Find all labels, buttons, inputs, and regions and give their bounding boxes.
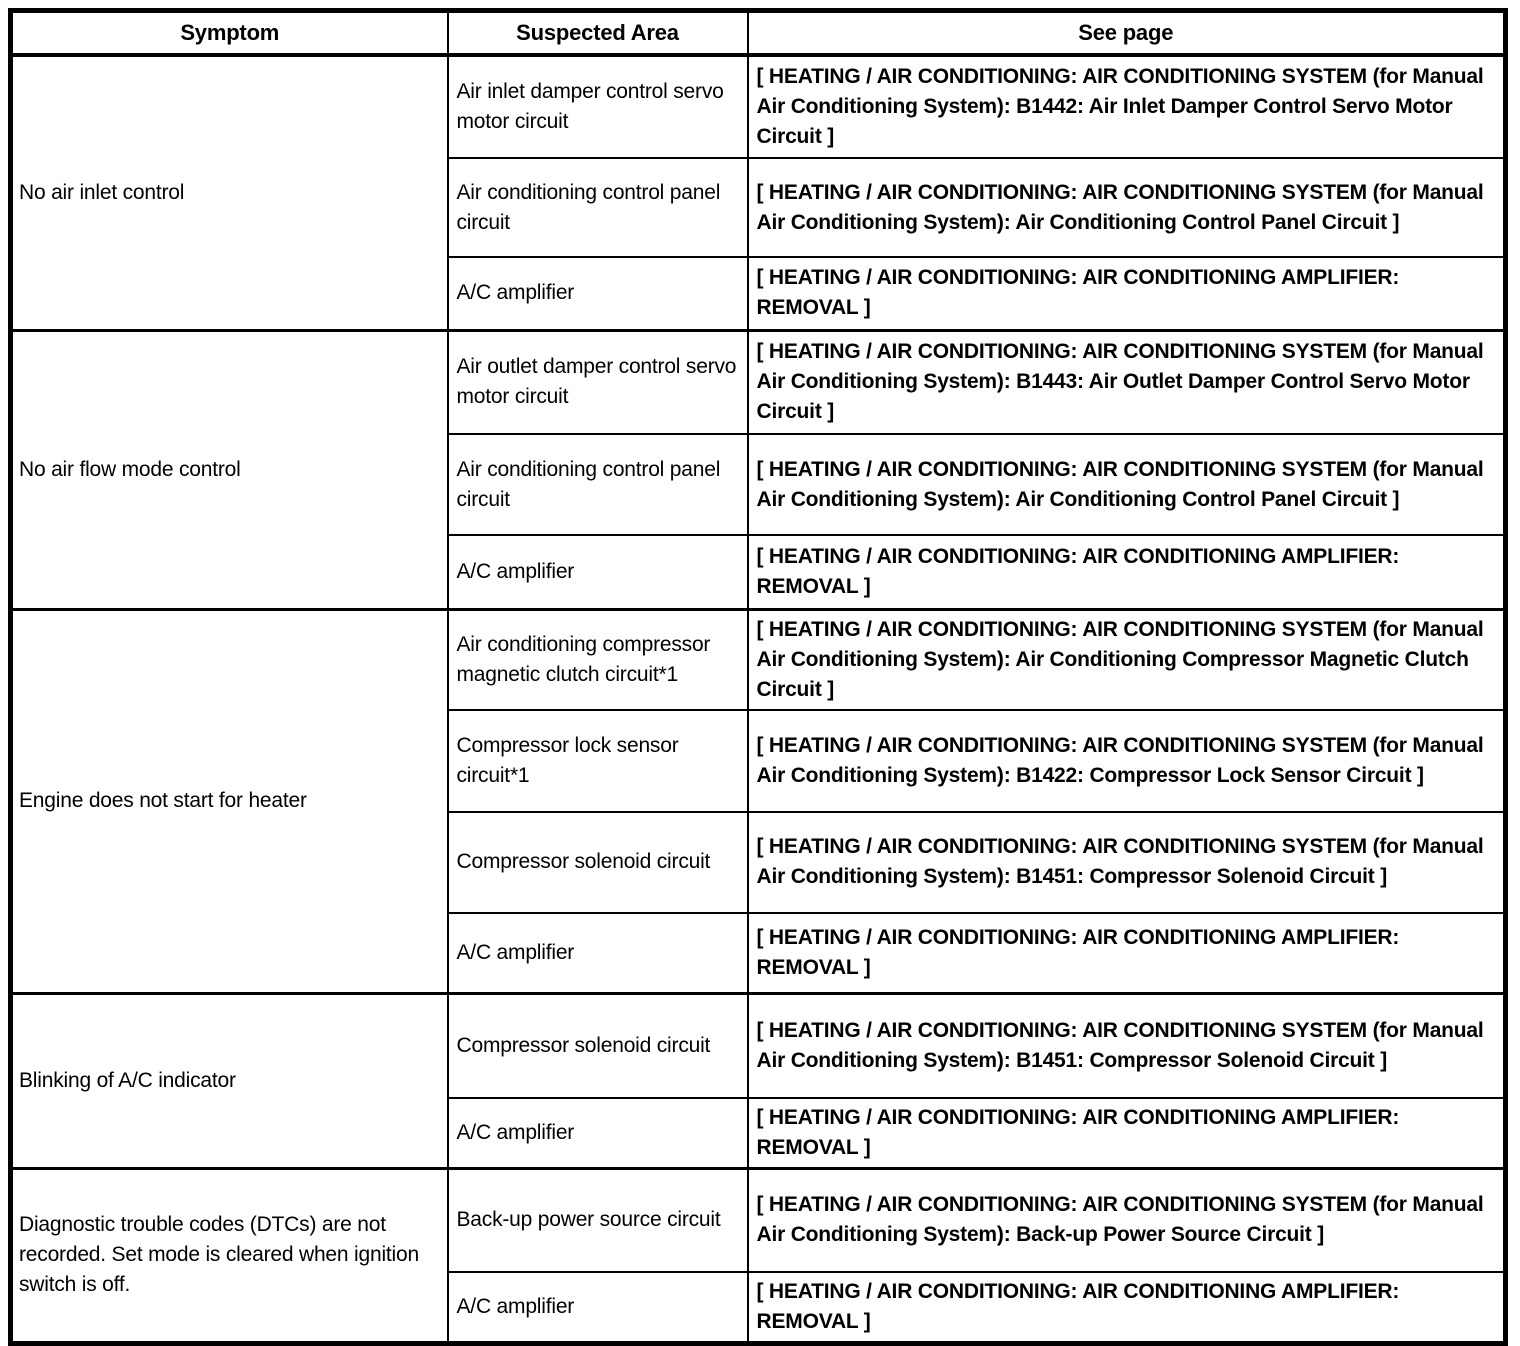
suspected-area-cell: Air conditioning control panel circuit (448, 158, 748, 257)
suspected-area-cell: Air conditioning control panel circuit (448, 434, 748, 535)
see-page-reference[interactable]: [ HEATING / AIR CONDITIONING: AIR CONDITIONING SYSTEM (for Manual Air Conditioning System): B1422: Compressor Lock Sensor Circuit ] (748, 710, 1506, 812)
suspected-area-cell: Compressor solenoid circuit (448, 994, 748, 1098)
suspected-area-cell: Back-up power source circuit (448, 1168, 748, 1272)
suspected-area-cell: A/C amplifier (448, 1272, 748, 1344)
see-page-reference[interactable]: [ HEATING / AIR CONDITIONING: AIR CONDITIONING SYSTEM (for Manual Air Conditioning System): Air Conditioning Control Panel Circuit ] (748, 434, 1506, 535)
see-page-reference[interactable]: [ HEATING / AIR CONDITIONING: AIR CONDITIONING AMPLIFIER: REMOVAL ] (748, 535, 1506, 609)
suspected-area-cell: A/C amplifier (448, 1098, 748, 1169)
suspected-area-cell: A/C amplifier (448, 535, 748, 609)
see-page-reference[interactable]: [ HEATING / AIR CONDITIONING: AIR CONDITIONING AMPLIFIER: REMOVAL ] (748, 257, 1506, 330)
suspected-area-cell: Compressor lock sensor circuit*1 (448, 710, 748, 812)
column-header-suspected-area: Suspected Area (448, 11, 748, 56)
see-page-reference[interactable]: [ HEATING / AIR CONDITIONING: AIR CONDITIONING AMPLIFIER: REMOVAL ] (748, 913, 1506, 994)
suspected-area-cell: Air inlet damper control servo motor circuit (448, 55, 748, 158)
symptom-cell: No air flow mode control (11, 330, 448, 609)
symptom-cell: No air inlet control (11, 55, 448, 330)
column-header-see-page: See page (748, 11, 1506, 56)
see-page-reference[interactable]: [ HEATING / AIR CONDITIONING: AIR CONDITIONING SYSTEM (for Manual Air Conditioning System): Air Conditioning Control Panel Circuit ] (748, 158, 1506, 257)
see-page-reference[interactable]: [ HEATING / AIR CONDITIONING: AIR CONDITIONING SYSTEM (for Manual Air Conditioning System): Air Conditioning Compressor Magnetic Clutch Circuit ] (748, 609, 1506, 710)
see-page-reference[interactable]: [ HEATING / AIR CONDITIONING: AIR CONDITIONING AMPLIFIER: REMOVAL ] (748, 1272, 1506, 1344)
symptom-cell: Diagnostic trouble codes (DTCs) are not recorded. Set mode is cleared when ignition switch is off. (11, 1168, 448, 1344)
symptom-diagnosis-table (8, 8, 1508, 1346)
table-row (11, 330, 1506, 434)
see-page-reference[interactable]: [ HEATING / AIR CONDITIONING: AIR CONDITIONING SYSTEM (for Manual Air Conditioning System): B1451: Compressor Solenoid Circuit ] (748, 812, 1506, 913)
symptom-cell: Engine does not start for heater (11, 609, 448, 994)
table-row (11, 994, 1506, 1098)
suspected-area-cell: Compressor solenoid circuit (448, 812, 748, 913)
suspected-area-cell: A/C amplifier (448, 913, 748, 994)
see-page-reference[interactable]: [ HEATING / AIR CONDITIONING: AIR CONDITIONING SYSTEM (for Manual Air Conditioning System): Back-up Power Source Circuit ] (748, 1168, 1506, 1272)
see-page-reference[interactable]: [ HEATING / AIR CONDITIONING: AIR CONDITIONING SYSTEM (for Manual Air Conditioning System): B1451: Compressor Solenoid Circuit ] (748, 994, 1506, 1098)
see-page-reference[interactable]: [ HEATING / AIR CONDITIONING: AIR CONDITIONING SYSTEM (for Manual Air Conditioning System): B1442: Air Inlet Damper Control Servo Motor Circuit ] (748, 55, 1506, 158)
symptom-cell: Blinking of A/C indicator (11, 994, 448, 1169)
see-page-reference[interactable]: [ HEATING / AIR CONDITIONING: AIR CONDITIONING AMPLIFIER: REMOVAL ] (748, 1098, 1506, 1169)
table-row (11, 55, 1506, 158)
table-header-row (11, 11, 1506, 56)
suspected-area-cell: A/C amplifier (448, 257, 748, 330)
suspected-area-cell: Air outlet damper control servo motor circuit (448, 330, 748, 434)
table-row (11, 609, 1506, 710)
see-page-reference[interactable]: [ HEATING / AIR CONDITIONING: AIR CONDITIONING SYSTEM (for Manual Air Conditioning System): B1443: Air Outlet Damper Control Servo Motor Circuit ] (748, 330, 1506, 434)
table-row (11, 1168, 1506, 1272)
suspected-area-cell: Air conditioning compressor magnetic clutch circuit*1 (448, 609, 748, 710)
column-header-symptom: Symptom (11, 11, 448, 56)
